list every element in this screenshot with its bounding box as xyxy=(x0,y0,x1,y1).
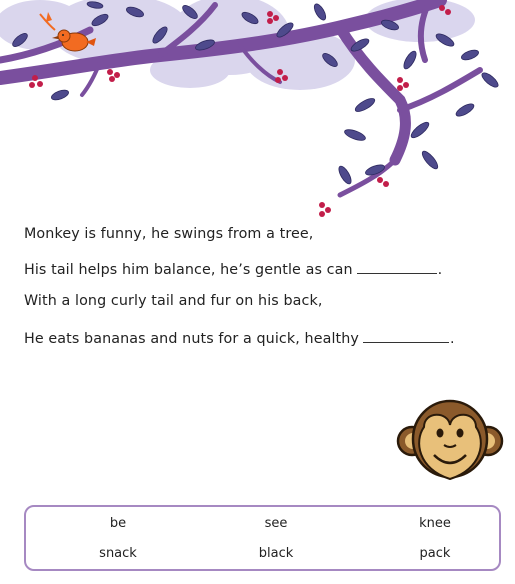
word-bank-item[interactable]: be xyxy=(109,516,127,531)
word-bank-item[interactable]: black xyxy=(258,546,294,561)
tree-branch-illustration xyxy=(0,0,515,225)
poem-line-text: His tail helps him balance, he’s gentle as can xyxy=(24,262,353,278)
poem-line-4 xyxy=(24,328,455,347)
poem-line-text: Monkey is funny, he swings from a tree, xyxy=(24,226,314,242)
answer-blank-2[interactable] xyxy=(363,328,449,343)
answer-blank-1[interactable] xyxy=(357,259,437,274)
poem-line-text: With a long curly tail and fur on his back, xyxy=(24,293,323,309)
poem-line-text: He eats bananas and nuts for a quick, healthy xyxy=(24,331,359,347)
poem-line-end: . xyxy=(449,331,455,347)
word-bank-item[interactable]: pack xyxy=(419,546,451,561)
poem-line-1 xyxy=(24,226,313,242)
poem-line-3 xyxy=(24,293,323,309)
poem-line-end: . xyxy=(437,262,443,278)
word-bank-item[interactable]: snack xyxy=(99,546,137,561)
word-bank-item[interactable]: knee xyxy=(419,516,451,531)
poem-line-2 xyxy=(24,259,442,278)
monkey-icon xyxy=(396,397,504,489)
word-bank xyxy=(24,505,501,571)
word-bank-item[interactable]: see xyxy=(264,516,288,531)
